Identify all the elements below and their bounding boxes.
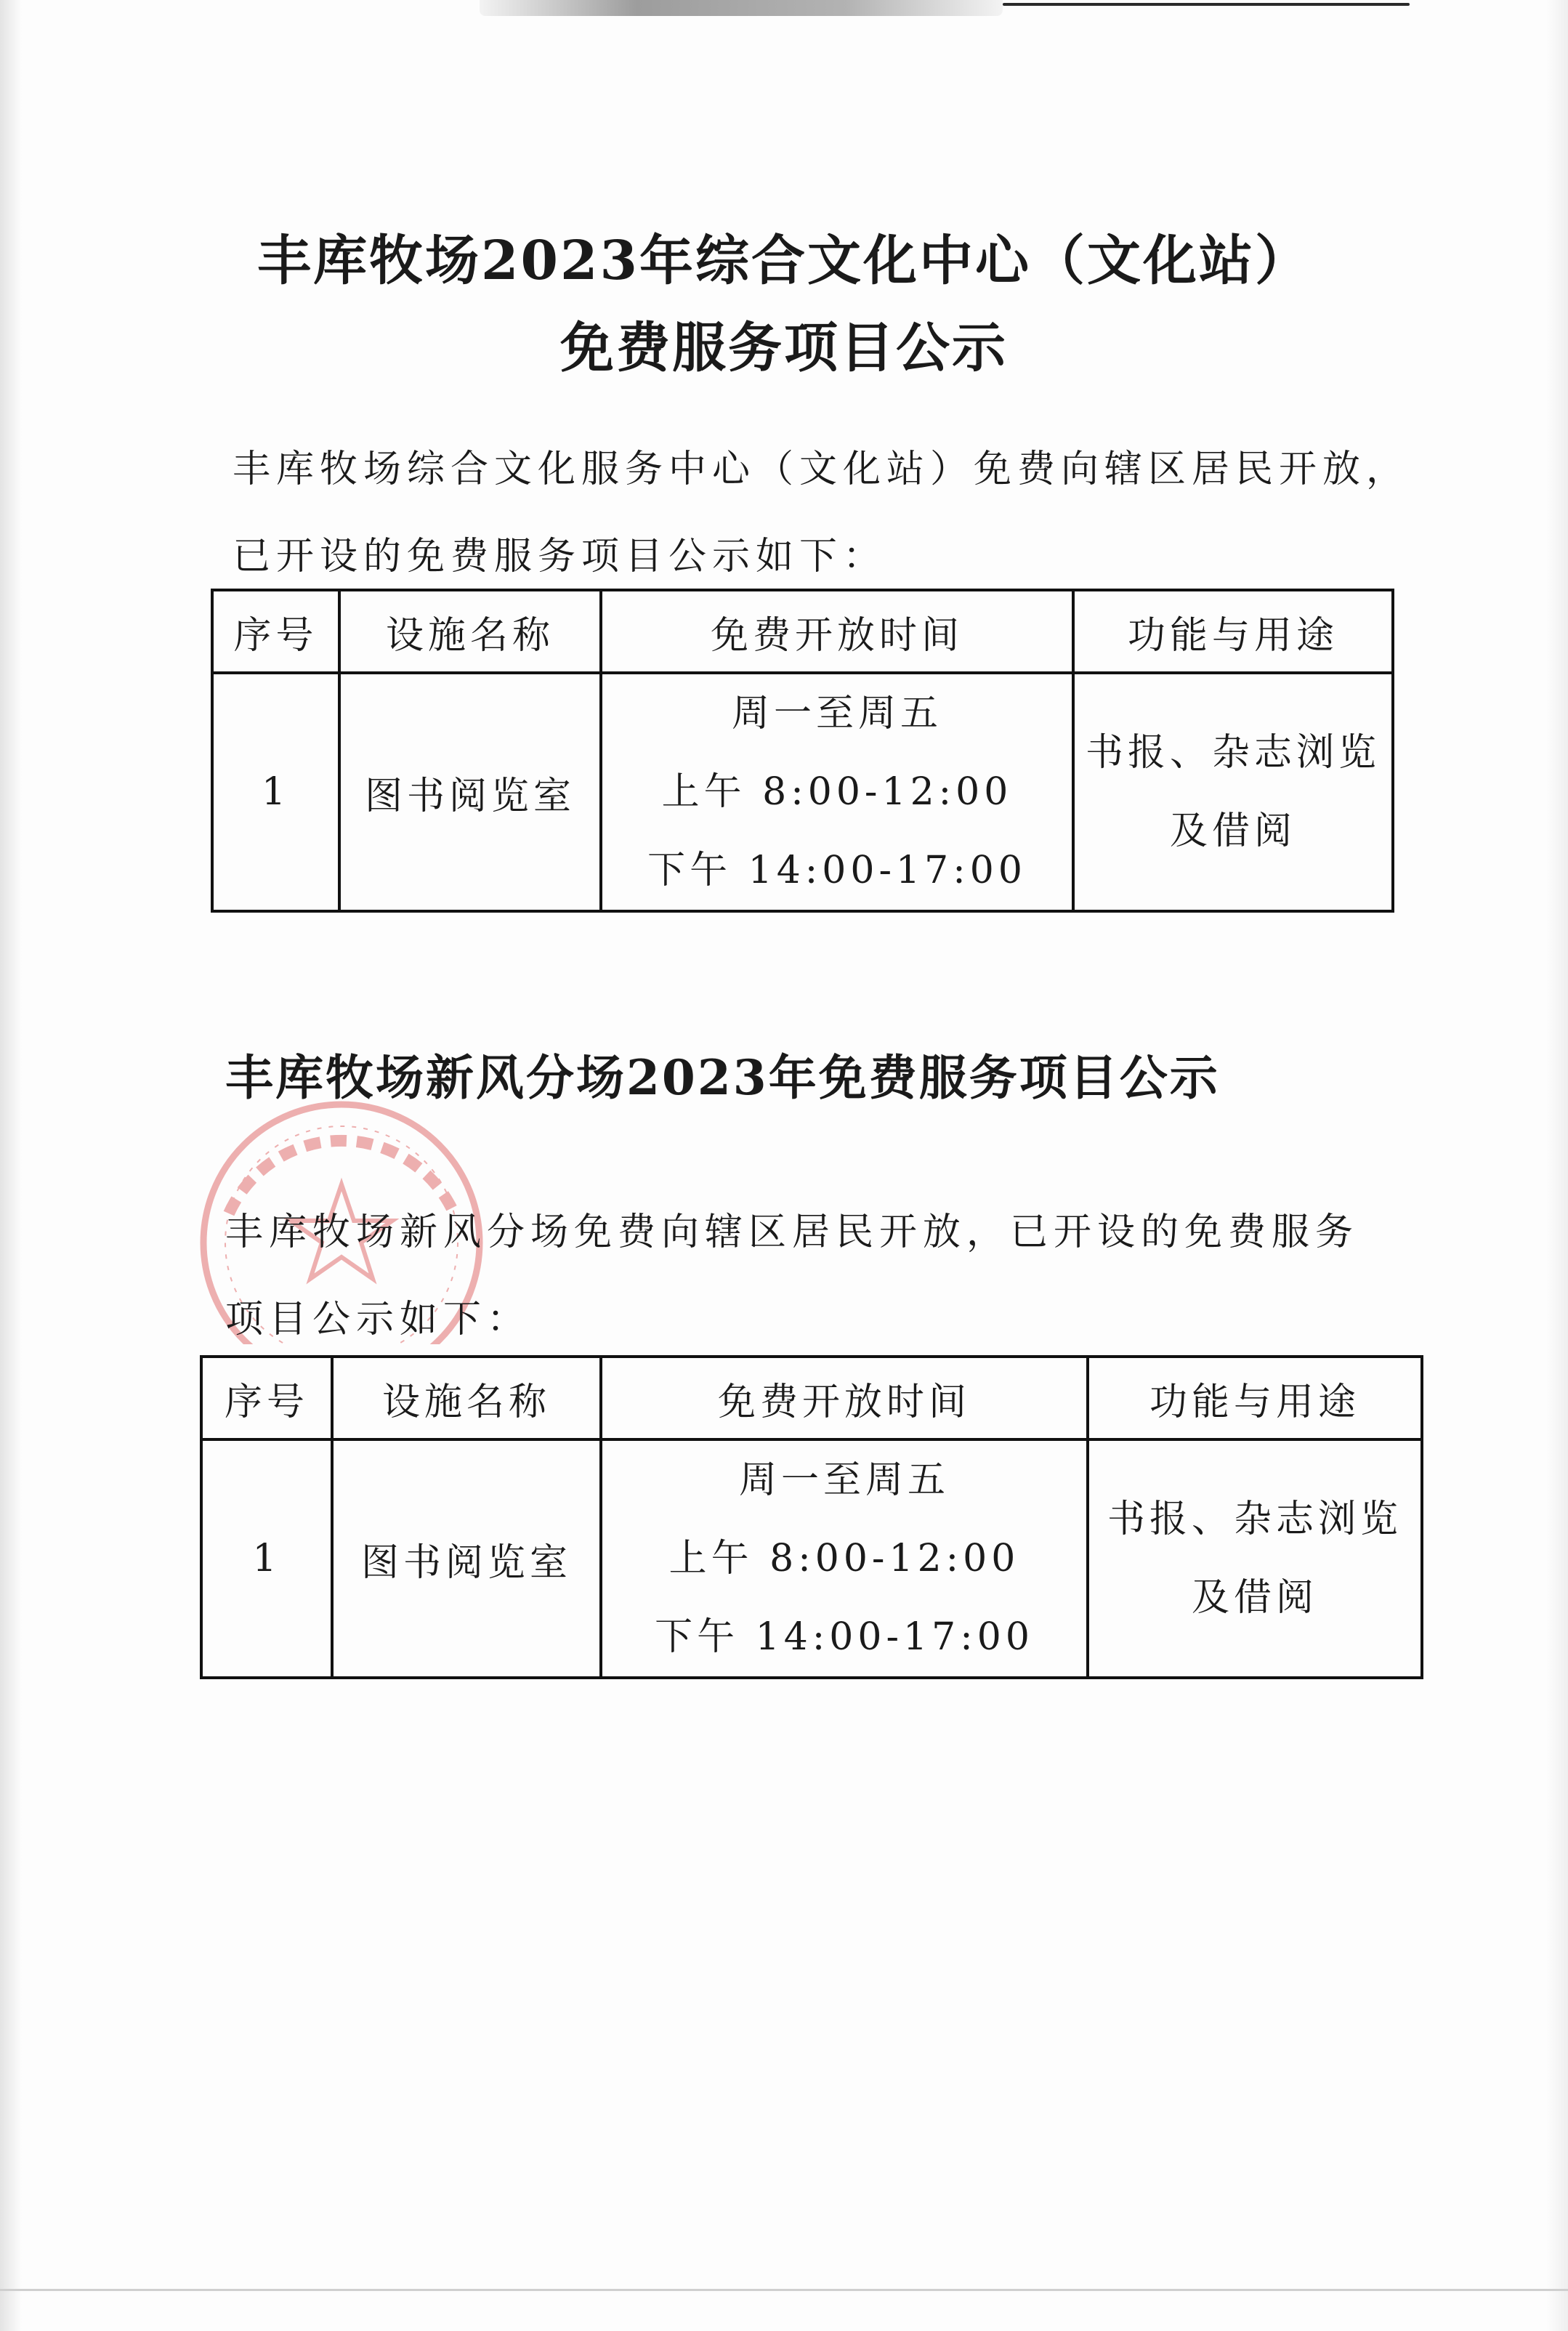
hours-days: 周一至周五 (731, 692, 942, 735)
section2-intro-line2: 项目公示如下： (225, 1298, 531, 1341)
table-header-row (212, 590, 1393, 673)
section1-intro-line2: 已开设的免费服务项目公示如下： (233, 535, 887, 578)
section2-intro-line1: 丰库牧场新风分场免费向辖区居民开放，已开设的免费服务 (225, 1211, 1359, 1254)
table-row (212, 673, 1393, 911)
hours-afternoon: 下午 14:00-17:00 (655, 1615, 1034, 1659)
cell-hours (601, 1439, 1088, 1678)
header-facility: 设施名称 (332, 1357, 601, 1439)
header-hours: 免费开放时间 (601, 1357, 1088, 1439)
cell-function (1073, 673, 1393, 911)
hours-morning: 上午 8:00-12:00 (668, 1537, 1020, 1580)
hours-morning: 上午 8:00-12:00 (661, 770, 1013, 814)
section2-service-table (200, 1355, 1423, 1679)
header-facility: 设施名称 (339, 590, 601, 673)
function-line2: 及借阅 (1169, 809, 1296, 853)
hours-afternoon: 下午 14:00-17:00 (647, 849, 1027, 892)
table-row (201, 1439, 1422, 1678)
cell-no: 1 (212, 673, 339, 911)
section1-intro-line1: 丰库牧场综合文化服务中心（文化站）免费向辖区居民开放， (233, 448, 1410, 491)
top-edge-bleed-through (480, 0, 1003, 16)
hours-days: 周一至周五 (738, 1458, 950, 1502)
cell-facility: 图书阅览室 (332, 1439, 601, 1678)
header-function: 功能与用途 (1088, 1357, 1422, 1439)
header-hours: 免费开放时间 (601, 590, 1073, 673)
function-line1: 书报、杂志浏览 (1085, 731, 1381, 775)
cell-no: 1 (201, 1439, 332, 1678)
cell-function (1088, 1439, 1422, 1678)
section1-title-line1: 丰库牧场2023年综合文化中心（文化站） (257, 230, 1311, 292)
cell-facility: 图书阅览室 (339, 673, 601, 911)
top-edge-mark (1003, 3, 1410, 6)
function-line1: 书报、杂志浏览 (1107, 1498, 1402, 1541)
section2-title: 丰库牧场新风分场2023年免费服务项目公示 (225, 1049, 1220, 1106)
header-function: 功能与用途 (1073, 590, 1393, 673)
section1-title-line2: 免费服务项目公示 (560, 317, 1008, 379)
page-bottom-edge (0, 2289, 1568, 2291)
header-no: 序号 (212, 590, 339, 673)
function-line2: 及借阅 (1191, 1576, 1318, 1620)
table-header-row (201, 1357, 1422, 1439)
cell-hours (601, 673, 1073, 911)
section1-service-table (211, 589, 1394, 913)
header-no: 序号 (201, 1357, 332, 1439)
